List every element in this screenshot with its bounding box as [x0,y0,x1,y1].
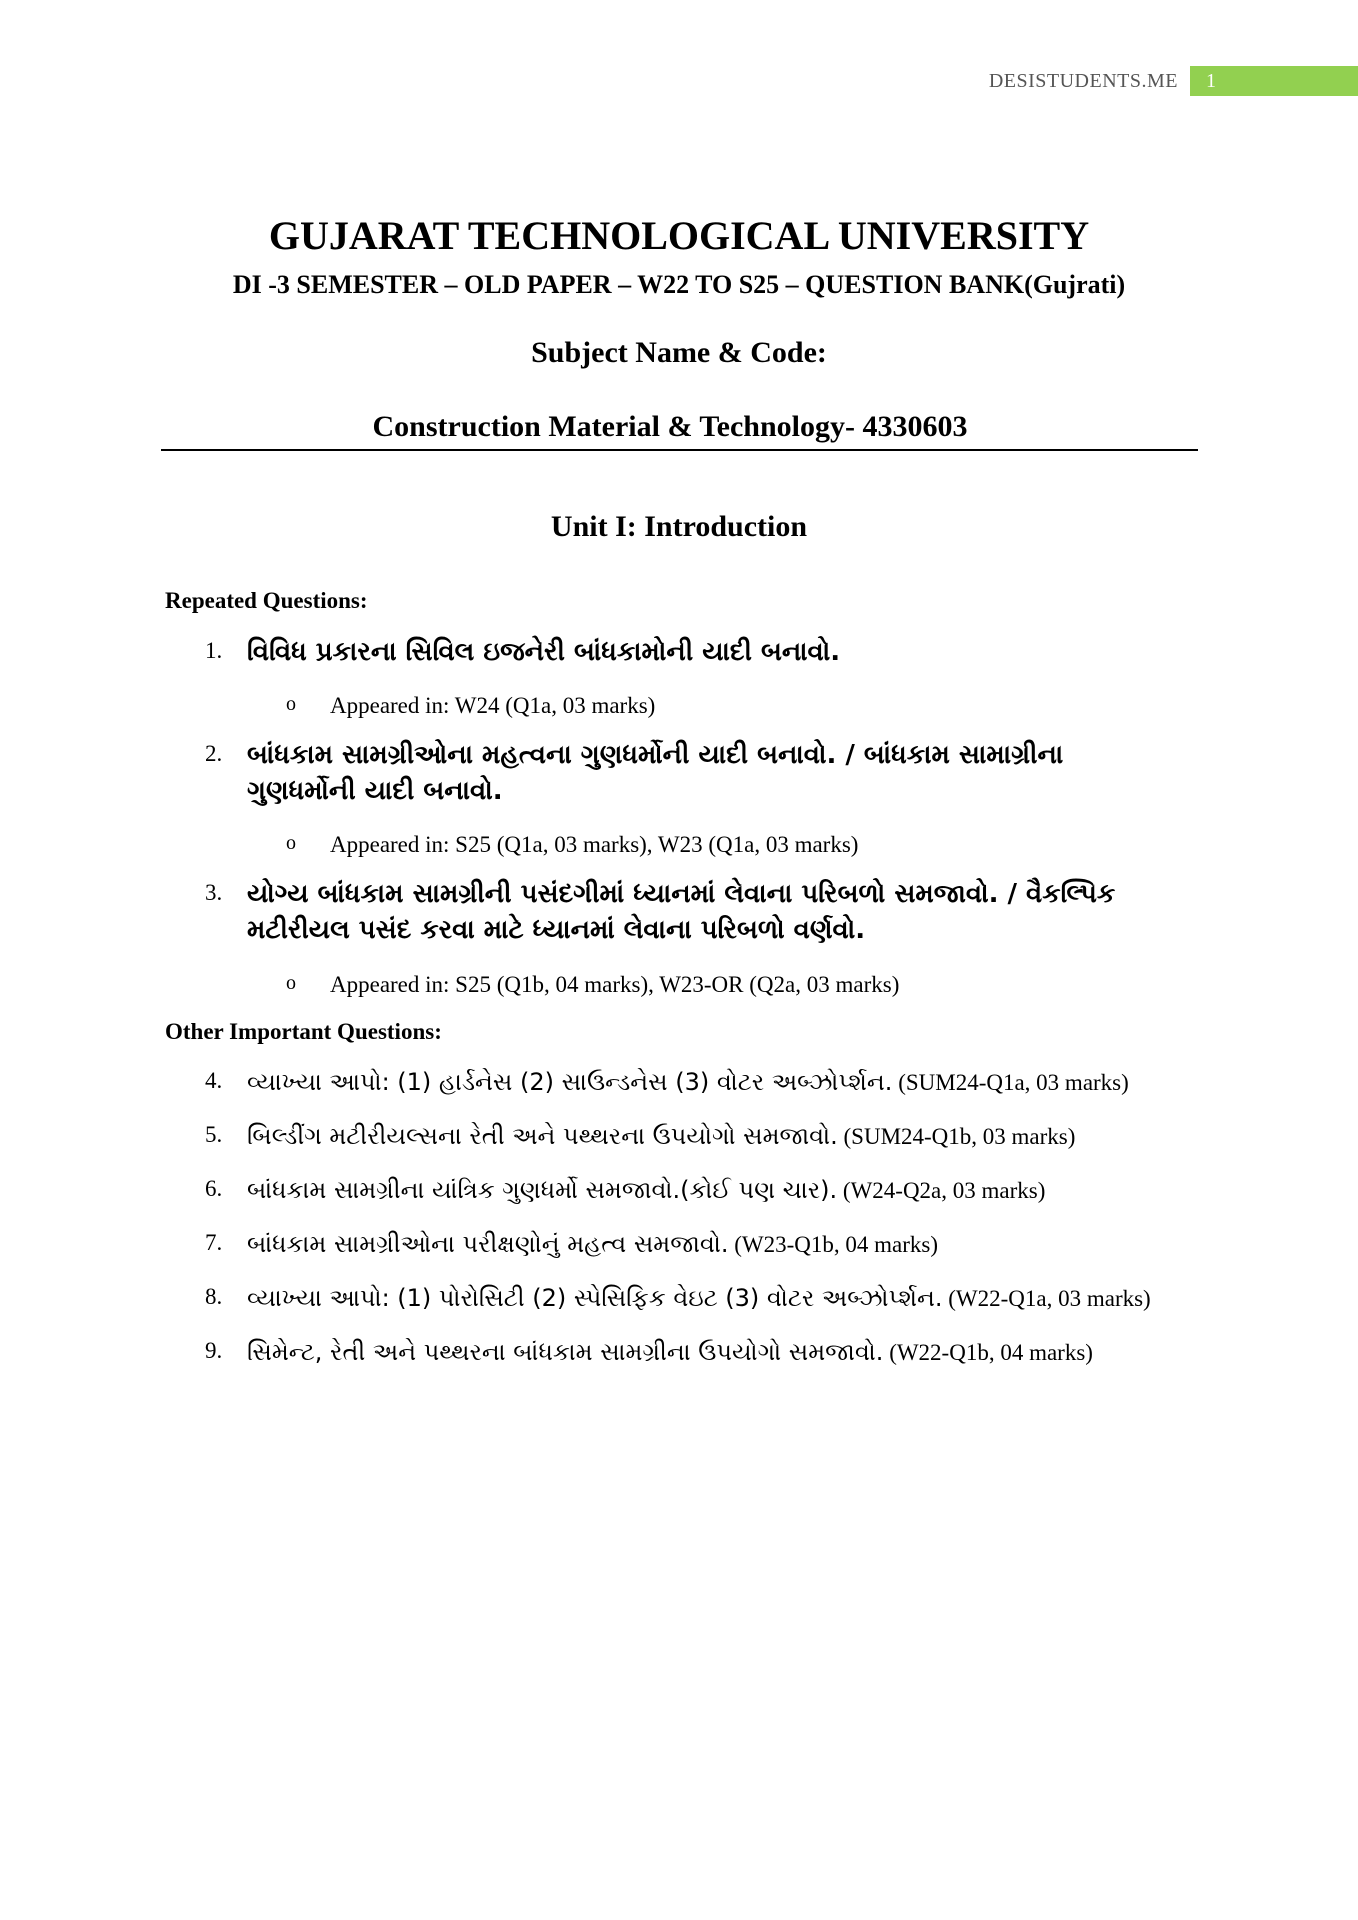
question-source: (W23-Q1b, 04 marks) [728,1232,938,1257]
question-number: 8. [205,1284,223,1309]
question-text: બાંધકામ સામગ્રીઓના મહત્વના ગુણધર્મોની યાદી બનાવો. / બાંધકામ સામાગ્રીના ગુણધર્મોની યાદી બનાવો. [247,740,1064,806]
question-text [247,1226,1165,1263]
list-item [205,634,1165,670]
question-number: 9. [205,1338,223,1363]
question-text [247,1280,1165,1317]
list-item [205,1280,1165,1317]
question-text [247,1064,1165,1101]
question-number: 1. [205,638,223,663]
unit-title: Unit I: Introduction [550,510,808,543]
question-text: વિવિધ પ્રકારના સિવિલ ઇજનેરી બાંધકામોની યાદી બનાવો. [247,637,841,667]
appeared-text: Appeared in: W24 (Q1a, 03 marks) [330,693,656,718]
list-item [205,737,1165,809]
list-item [205,1226,1165,1263]
question-number: 7. [205,1230,223,1255]
document-subtitle: DI -3 SEMESTER – OLD PAPER – W22 TO S25 – QUESTION BANK(Gujrati) [232,270,1126,299]
appeared-text: Appeared in: S25 (Q1a, 03 marks), W23 (Q1a, 03 marks) [330,832,859,857]
question-text [247,1118,1165,1155]
appeared-in [286,832,859,858]
page-number-badge: 1 [1190,66,1358,96]
list-item [205,1172,1165,1209]
question-source: (SUM24-Q1b, 03 marks) [837,1124,1076,1149]
question-gujarati: સિમેન્ટ, રેતી અને પથ્થરના બાંધકામ સામગ્રીના ઉપયોગો સમજાવો. [247,1338,884,1366]
question-source: (W22-Q1a, 03 marks) [942,1286,1151,1311]
appeared-in [286,693,656,719]
question-text [247,1172,1165,1209]
question-number: 2. [205,741,223,766]
list-item [205,1334,1165,1371]
subject-name: Construction Material & Technology- 4330603 [372,410,968,443]
question-gujarati: બાંધકામ સામગ્રીઓના પરીક્ષણોનું મહત્વ સમજાવો. [247,1230,729,1258]
list-item [205,876,1165,948]
question-source: (W24-Q2a, 03 marks) [837,1178,1046,1203]
other-questions-heading: Other Important Questions: [165,1019,442,1044]
list-item [205,1118,1165,1155]
question-source: (W22-Q1b, 04 marks) [883,1340,1093,1365]
bullet-icon: o [286,693,296,715]
site-name: DESISTUDENTS.ME [988,70,1178,92]
question-number: 4. [205,1068,223,1093]
question-number: 3. [205,880,223,905]
question-text [247,1334,1165,1371]
question-number: 5. [205,1122,223,1147]
question-gujarati: બિલ્ડીંગ મટીરીયલ્સના રેતી અને પથ્થરના ઉપયોગો સમજાવો. [247,1122,838,1150]
divider-rule [161,449,1198,451]
subject-label: Subject Name & Code: [531,336,827,369]
repeated-questions-heading: Repeated Questions: [165,588,368,613]
question-text: યોગ્ય બાંધકામ સામગ્રીની પસંદગીમાં ધ્યાનમાં લેવાના પરિબળો સમજાવો. / વૈકલ્પિક મટીરીયલ પસંદ કરવા માટે ધ્યાનમાં લેવાના પરિબળો વર્ણવો. [247,879,1116,945]
appeared-text: Appeared in: S25 (Q1b, 04 marks), W23-OR (Q2a, 03 marks) [330,972,900,997]
question-number: 6. [205,1176,223,1201]
list-item [205,1064,1165,1101]
question-gujarati: બાંધકામ સામગ્રીના યાંત્રિક ગુણધર્મો સમજાવો.(કોઈ પણ ચાર). [247,1176,838,1204]
bullet-icon: o [286,972,296,994]
bullet-icon: o [286,832,296,854]
university-title: GUJARAT TECHNOLOGICAL UNIVERSITY [268,213,1090,258]
question-source: (SUM24-Q1a, 03 marks) [892,1070,1129,1095]
question-gujarati: વ્યાખ્યા આપો: (1) હાર્ડનેસ (2) સાઉન્ડનેસ (3) વોટર અબ્ઝોર્પ્શન. [247,1068,893,1096]
appeared-in [286,972,900,998]
question-gujarati: વ્યાખ્યા આપો: (1) પોરોસિટી (2) સ્પેસિફિક વેઇટ (3) વોટર અબ્ઝોર્પ્શન. [247,1284,943,1312]
